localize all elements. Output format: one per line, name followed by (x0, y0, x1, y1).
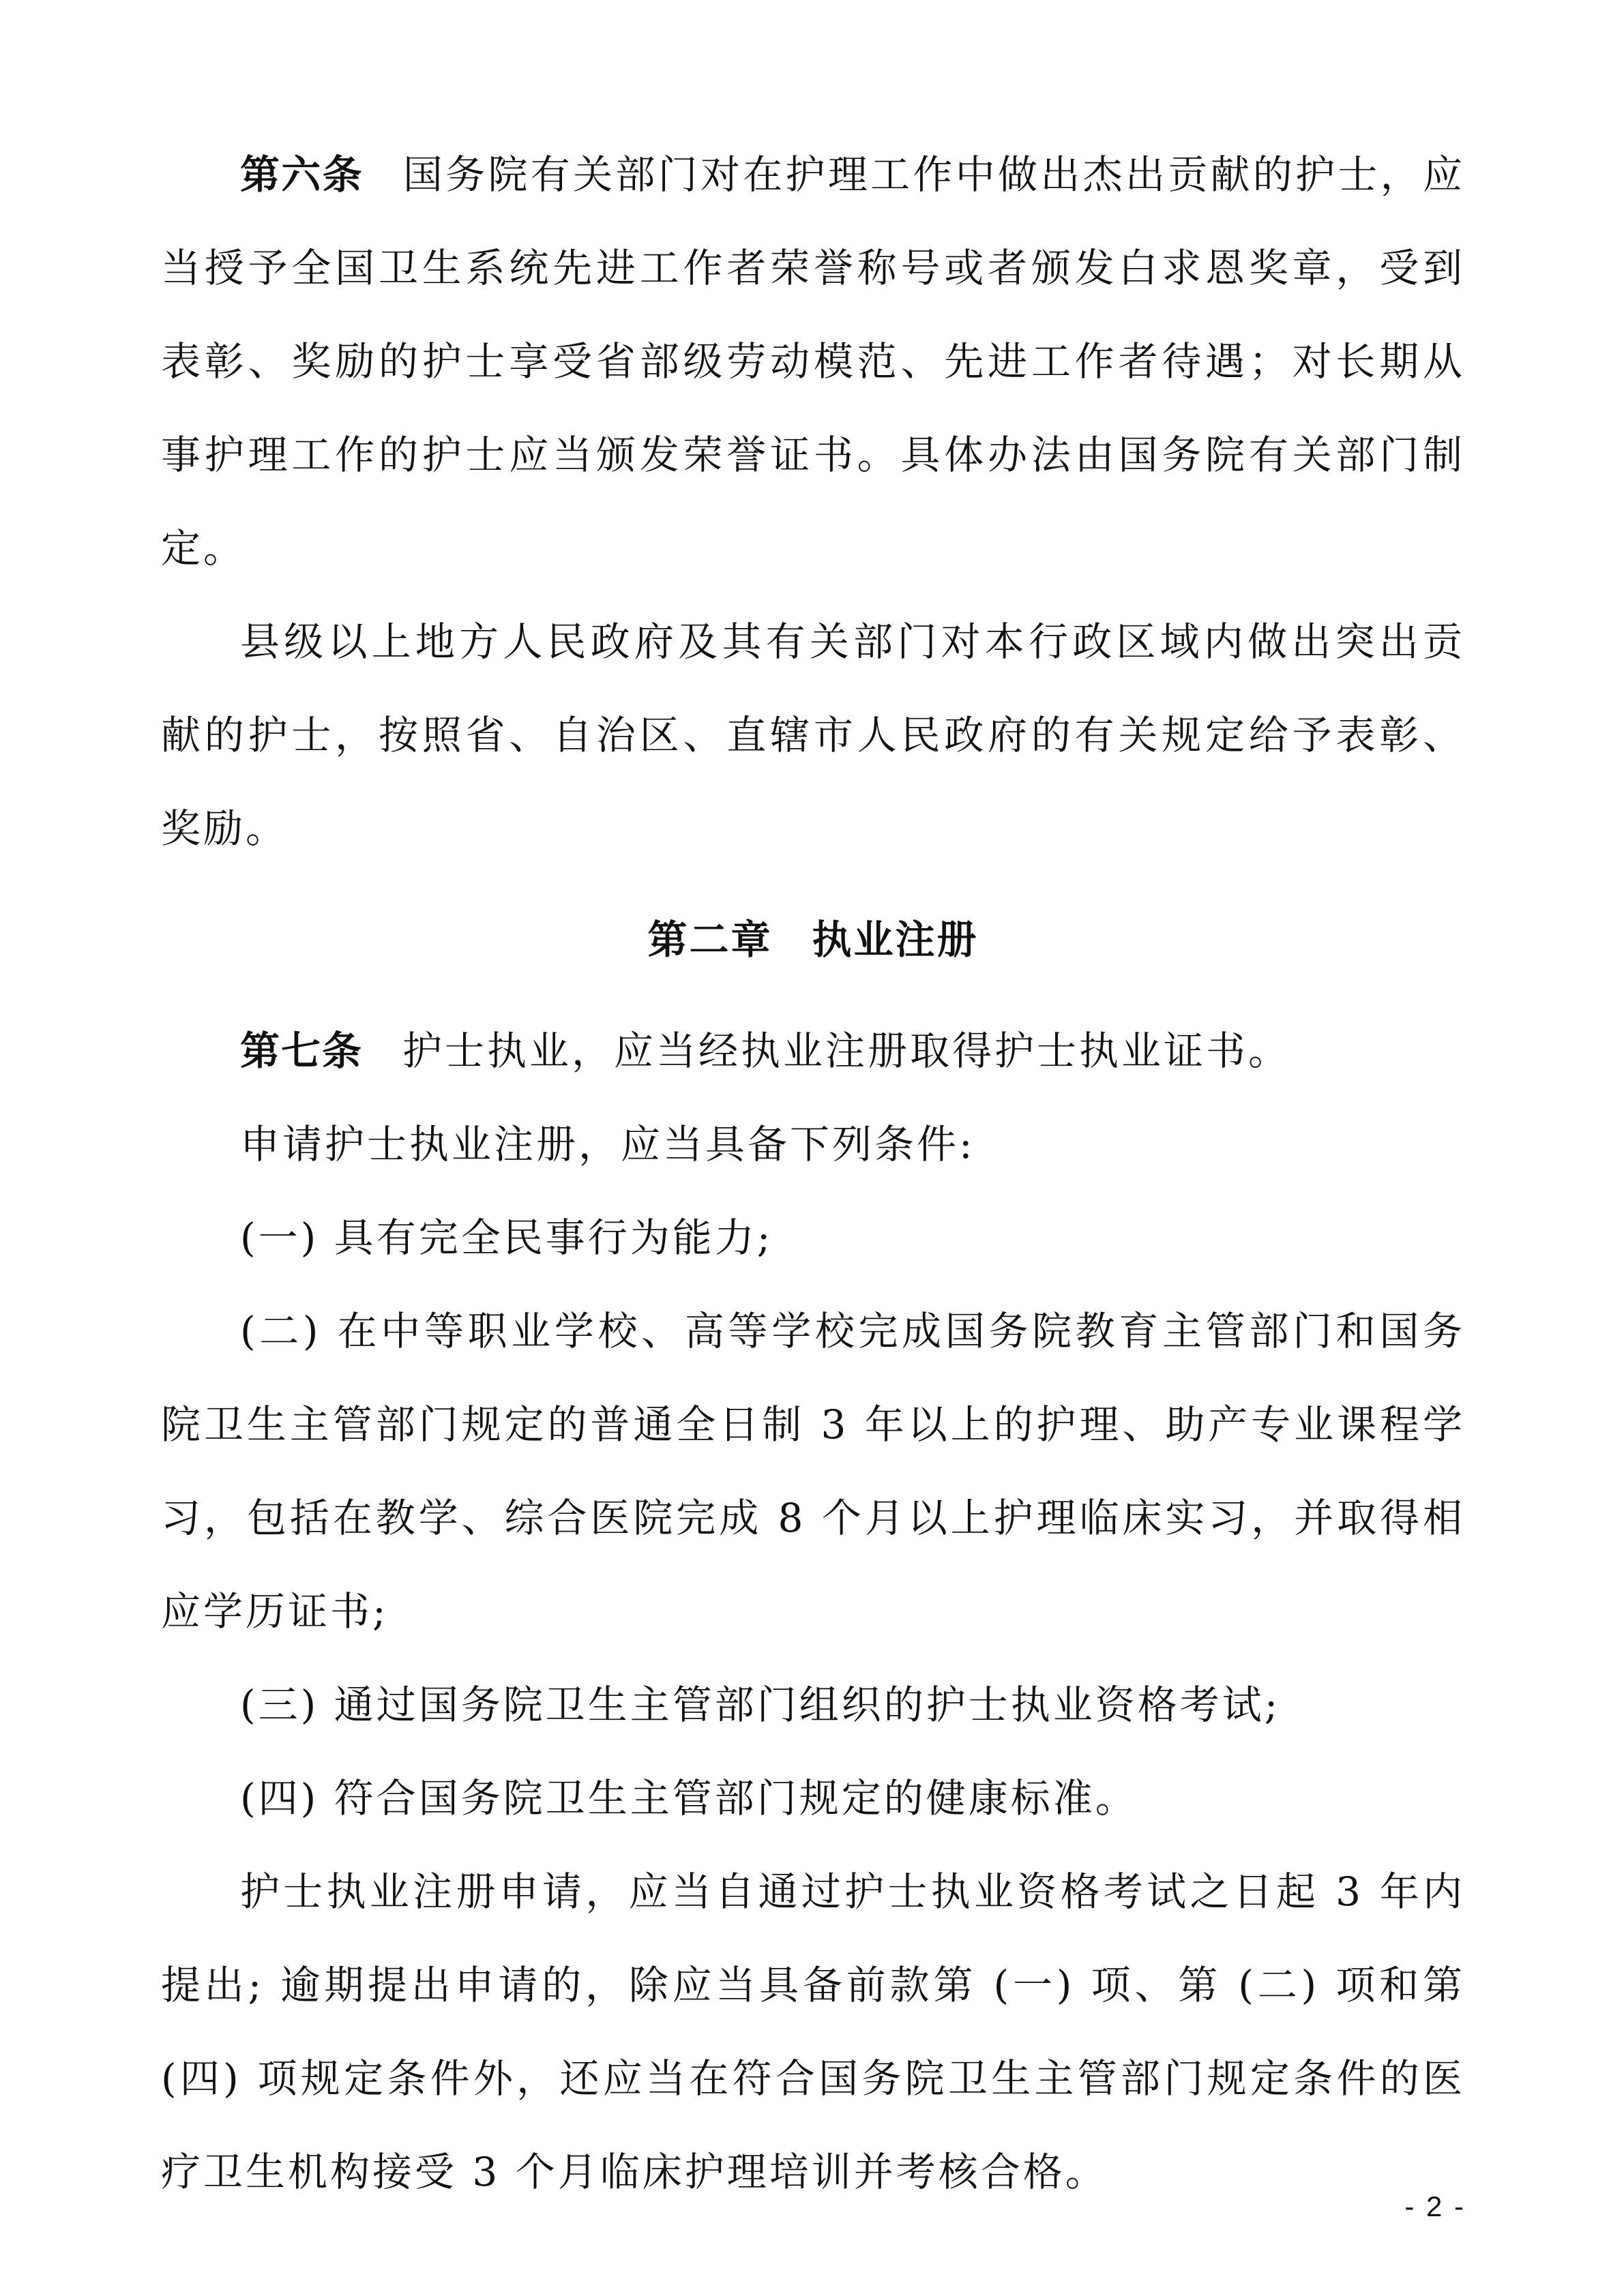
page-number: - 2 - (1404, 2190, 1466, 2222)
article-6-paragraph-2: 县级以上地方人民政府及其有关部门对本行政区域内做出突出贡献的护士，按照省、自治区、直辖市人民政府的有关规定给予表彰、奖励。 (161, 618, 1465, 852)
chapter-number: 第二章 (647, 916, 773, 963)
article-7-text: 护士执业，应当经执业注册取得护士执业证书。 (402, 1028, 1291, 1074)
article-7-paragraph (161, 1004, 1465, 1098)
article-7-closing: 护士执业注册申请，应当自通过护士执业资格考试之日起 3 年内提出; 逾期提出申请的，除应当具备前款第 (一) 项、第 (二) 项和第 (四) 项规定条件外，还应当在符合国务院卫生主管部门规定条件的医疗卫生机构接受 3 个月临床护理培训并考核合格。 (161, 1868, 1465, 2195)
document-body (161, 128, 1465, 2219)
condition-item-1: (一) 具有完全民事行为能力; (240, 1214, 773, 1261)
article-6-paragraph (161, 128, 1465, 595)
article-7-label: 第七条 (240, 1028, 364, 1074)
condition-item-3: (三) 通过国务院卫生主管部门组织的护士执业资格考试; (240, 1682, 1281, 1728)
article-7-intro: 申请护士执业注册，应当具备下列条件: (240, 1121, 975, 1167)
article-6-text: 国务院有关部门对在护理工作中做出杰出贡献的护士，应当授予全国卫生系统先进工作者荣誉称号或者颁发白求恩奖章，受到表彰、奖励的护士享受省部级劳动模范、先进工作者待遇；对长期从事护理工作的护士应当颁发荣誉证书。具体办法由国务院有关部门制定。 (161, 151, 1465, 571)
article-6-label: 第六条 (240, 151, 364, 198)
condition-item-4: (四) 符合国务院卫生主管部门规定的健康标准。 (240, 1775, 1138, 1821)
chapter-title: 执业注册 (812, 916, 979, 963)
condition-item-2: (二) 在中等职业学校、高等学校完成国务院教育主管部门和国务院卫生主管部门规定的普通全日制 3 年以上的护理、助产专业课程学习，包括在教学、综合医院完成 8 个月以上护理临床实习，并取得相应学历证书; (161, 1308, 1465, 1635)
chapter-heading (161, 893, 1465, 987)
